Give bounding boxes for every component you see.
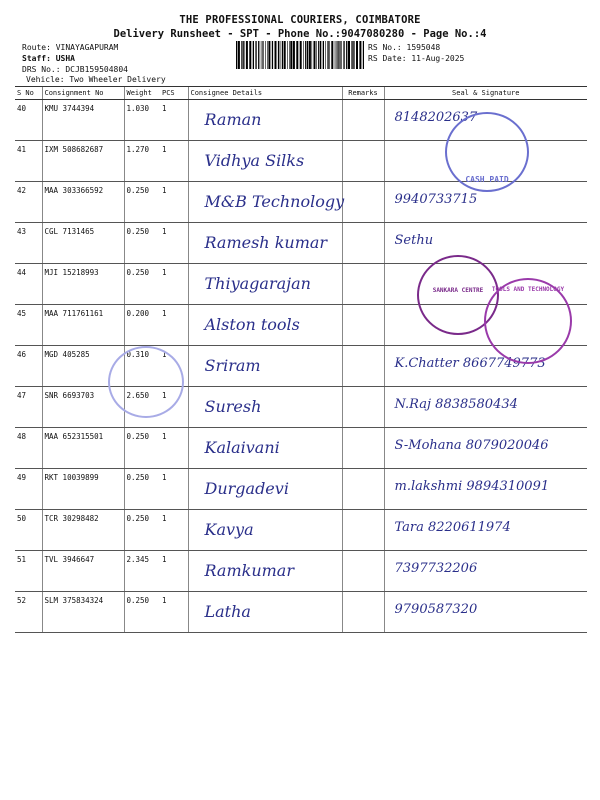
row-pcs: 1 — [160, 592, 188, 633]
row-sno: 42 — [15, 182, 42, 223]
row-sno: 51 — [15, 551, 42, 592]
rs-date: RS Date: 11-Aug-2025 — [368, 54, 465, 63]
row-consignment: MJI 15218993 — [42, 264, 124, 305]
table-row — [15, 428, 587, 469]
row-consignee-handwriting: Durgadevi — [204, 479, 289, 498]
row-remarks — [342, 182, 384, 223]
row-signature-handwriting: Tara 8220611974 — [394, 520, 511, 535]
row-weight: 0.250 — [124, 469, 160, 510]
route-label: Route: VINAYAGAPURAM — [22, 43, 119, 52]
row-signature — [384, 592, 587, 633]
row-remarks — [342, 387, 384, 428]
row-consignment: MGD 405285 — [42, 346, 124, 387]
row-signature-handwriting: 9790587320 — [394, 602, 478, 617]
rs-number: RS No.: 1595048 — [368, 43, 441, 52]
row-pcs: 1 — [160, 100, 188, 141]
row-consignment: CGL 7131465 — [42, 223, 124, 264]
row-sno: 46 — [15, 346, 42, 387]
col-pcs: PCS — [160, 87, 188, 100]
row-remarks — [342, 223, 384, 264]
row-weight: 0.250 — [124, 428, 160, 469]
table-row — [15, 510, 587, 551]
table-row — [15, 387, 587, 428]
faint-stamp — [108, 346, 184, 418]
row-consignee — [188, 387, 342, 428]
table-row — [15, 551, 587, 592]
row-pcs: 1 — [160, 387, 188, 428]
row-pcs: 1 — [160, 182, 188, 223]
meta-right — [368, 42, 464, 64]
row-consignment: MAA 711761161 — [42, 305, 124, 346]
row-sno: 44 — [15, 264, 42, 305]
row-weight: 2.650 — [124, 387, 160, 428]
row-signature — [384, 469, 587, 510]
row-pcs: 1 — [160, 305, 188, 346]
row-remarks — [342, 592, 384, 633]
row-consignment: SLM 375834324 — [42, 592, 124, 633]
row-pcs: 1 — [160, 223, 188, 264]
row-weight: 1.270 — [124, 141, 160, 182]
row-weight: 0.250 — [124, 264, 160, 305]
row-signature-handwriting: N.Raj 8838580434 — [394, 397, 518, 412]
row-consignee — [188, 592, 342, 633]
row-sno: 45 — [15, 305, 42, 346]
row-consignee-handwriting: M&B Technology — [204, 192, 345, 211]
row-consignee-handwriting: Alston tools — [204, 315, 300, 334]
staff-label: Staff: USHA — [22, 54, 75, 63]
row-consignee — [188, 305, 342, 346]
row-signature-handwriting: m.lakshmi 9894310091 — [394, 479, 550, 494]
row-signature-handwriting: 8148202637 — [394, 110, 478, 125]
row-consignment: MAA 652315501 — [42, 428, 124, 469]
row-consignment: MAA 303366592 — [42, 182, 124, 223]
row-consignment: TVL 3946647 — [42, 551, 124, 592]
row-signature-handwriting: S-Mohana 8079020046 — [394, 438, 549, 453]
row-consignment: SNR 6693703 — [42, 387, 124, 428]
row-consignee-handwriting: Raman — [204, 110, 262, 129]
row-pcs: 1 — [160, 346, 188, 387]
row-sno: 49 — [15, 469, 42, 510]
row-consignee — [188, 223, 342, 264]
centre-stamp: SANKARA CENTRE — [417, 255, 499, 335]
col-remarks: Remarks — [342, 87, 384, 100]
row-pcs: 1 — [160, 264, 188, 305]
drs-label: DRS No.: DCJB159504804 — [22, 65, 128, 74]
row-consignee — [188, 428, 342, 469]
row-signature-handwriting: 7397732206 — [394, 561, 478, 576]
row-consignee-handwriting: Ramesh kumar — [204, 233, 328, 252]
barcode — [236, 41, 364, 69]
row-sno: 48 — [15, 428, 42, 469]
table-row — [15, 469, 587, 510]
row-consignee-handwriting: Kalaivani — [204, 438, 280, 457]
row-consignee — [188, 264, 342, 305]
row-remarks — [342, 510, 384, 551]
row-consignment: KMU 3744394 — [42, 100, 124, 141]
row-weight: 0.310 — [124, 346, 160, 387]
row-signature — [384, 387, 587, 428]
row-consignee — [188, 510, 342, 551]
row-consignment: TCR 30298482 — [42, 510, 124, 551]
row-consignment: IXM 508682687 — [42, 141, 124, 182]
row-signature-handwriting: 9940733715 — [394, 192, 478, 207]
row-sno: 52 — [15, 592, 42, 633]
row-remarks — [342, 551, 384, 592]
row-consignee-handwriting: Sriram — [204, 356, 261, 375]
row-consignee — [188, 469, 342, 510]
row-signature — [384, 428, 587, 469]
row-consignee-handwriting: Suresh — [204, 397, 262, 416]
table-row — [15, 223, 587, 264]
row-pcs: 1 — [160, 428, 188, 469]
row-signature — [384, 223, 587, 264]
row-pcs: 1 — [160, 510, 188, 551]
row-pcs: 1 — [160, 551, 188, 592]
col-seal: Seal & Signature — [384, 87, 587, 100]
row-consignee — [188, 141, 342, 182]
row-consignee — [188, 100, 342, 141]
row-sno: 40 — [15, 100, 42, 141]
row-remarks — [342, 100, 384, 141]
row-pcs: 1 — [160, 141, 188, 182]
meta-left — [22, 42, 128, 75]
vehicle-label: Vehicle: Two Wheeler Delivery — [26, 75, 166, 84]
col-weight: Weight — [124, 87, 160, 100]
row-remarks — [342, 346, 384, 387]
company-title: THE PROFESSIONAL COURIERS, COIMBATORE — [179, 14, 421, 26]
table-header-row — [15, 87, 587, 100]
cash-paid-stamp: CASH PAID — [445, 112, 529, 192]
row-consignee — [188, 551, 342, 592]
row-weight: 0.250 — [124, 223, 160, 264]
col-consignee: Consignee Details — [188, 87, 342, 100]
row-weight: 1.030 — [124, 100, 160, 141]
table-row — [15, 592, 587, 633]
row-sno: 41 — [15, 141, 42, 182]
row-remarks — [342, 264, 384, 305]
row-consignee-handwriting: Vidhya Silks — [204, 151, 305, 170]
row-consignee — [188, 346, 342, 387]
row-consignee — [188, 182, 345, 223]
runsheet-subtitle: Delivery Runsheet - SPT - Phone No.:9047080280 - Page No.:4 — [113, 28, 487, 40]
row-consignee-handwriting: Ramkumar — [204, 561, 294, 580]
row-remarks — [342, 141, 384, 182]
row-weight: 0.250 — [124, 592, 160, 633]
row-sno: 47 — [15, 387, 42, 428]
row-consignee-handwriting: Latha — [204, 602, 251, 621]
row-pcs: 1 — [160, 469, 188, 510]
tools-stamp: TOOLS AND TECHNOLOGY — [484, 278, 572, 364]
row-weight: 0.200 — [124, 305, 160, 346]
col-consignment: Consignment No — [42, 87, 124, 100]
row-signature-handwriting: Sethu — [394, 233, 434, 248]
row-weight: 0.250 — [124, 182, 160, 223]
row-sno: 43 — [15, 223, 42, 264]
row-signature — [384, 510, 587, 551]
row-remarks — [342, 428, 384, 469]
row-consignment: RKT 10039899 — [42, 469, 124, 510]
row-sno: 50 — [15, 510, 42, 551]
row-weight: 2.345 — [124, 551, 160, 592]
row-remarks — [342, 469, 384, 510]
row-weight: 0.250 — [124, 510, 160, 551]
row-consignee-handwriting: Thiyagarajan — [204, 274, 311, 293]
col-sno: S No — [15, 87, 42, 100]
row-remarks — [342, 305, 384, 346]
row-consignee-handwriting: Kavya — [204, 520, 254, 539]
row-signature-handwriting: K.Chatter 8667749773 — [394, 356, 546, 371]
row-signature — [384, 551, 587, 592]
